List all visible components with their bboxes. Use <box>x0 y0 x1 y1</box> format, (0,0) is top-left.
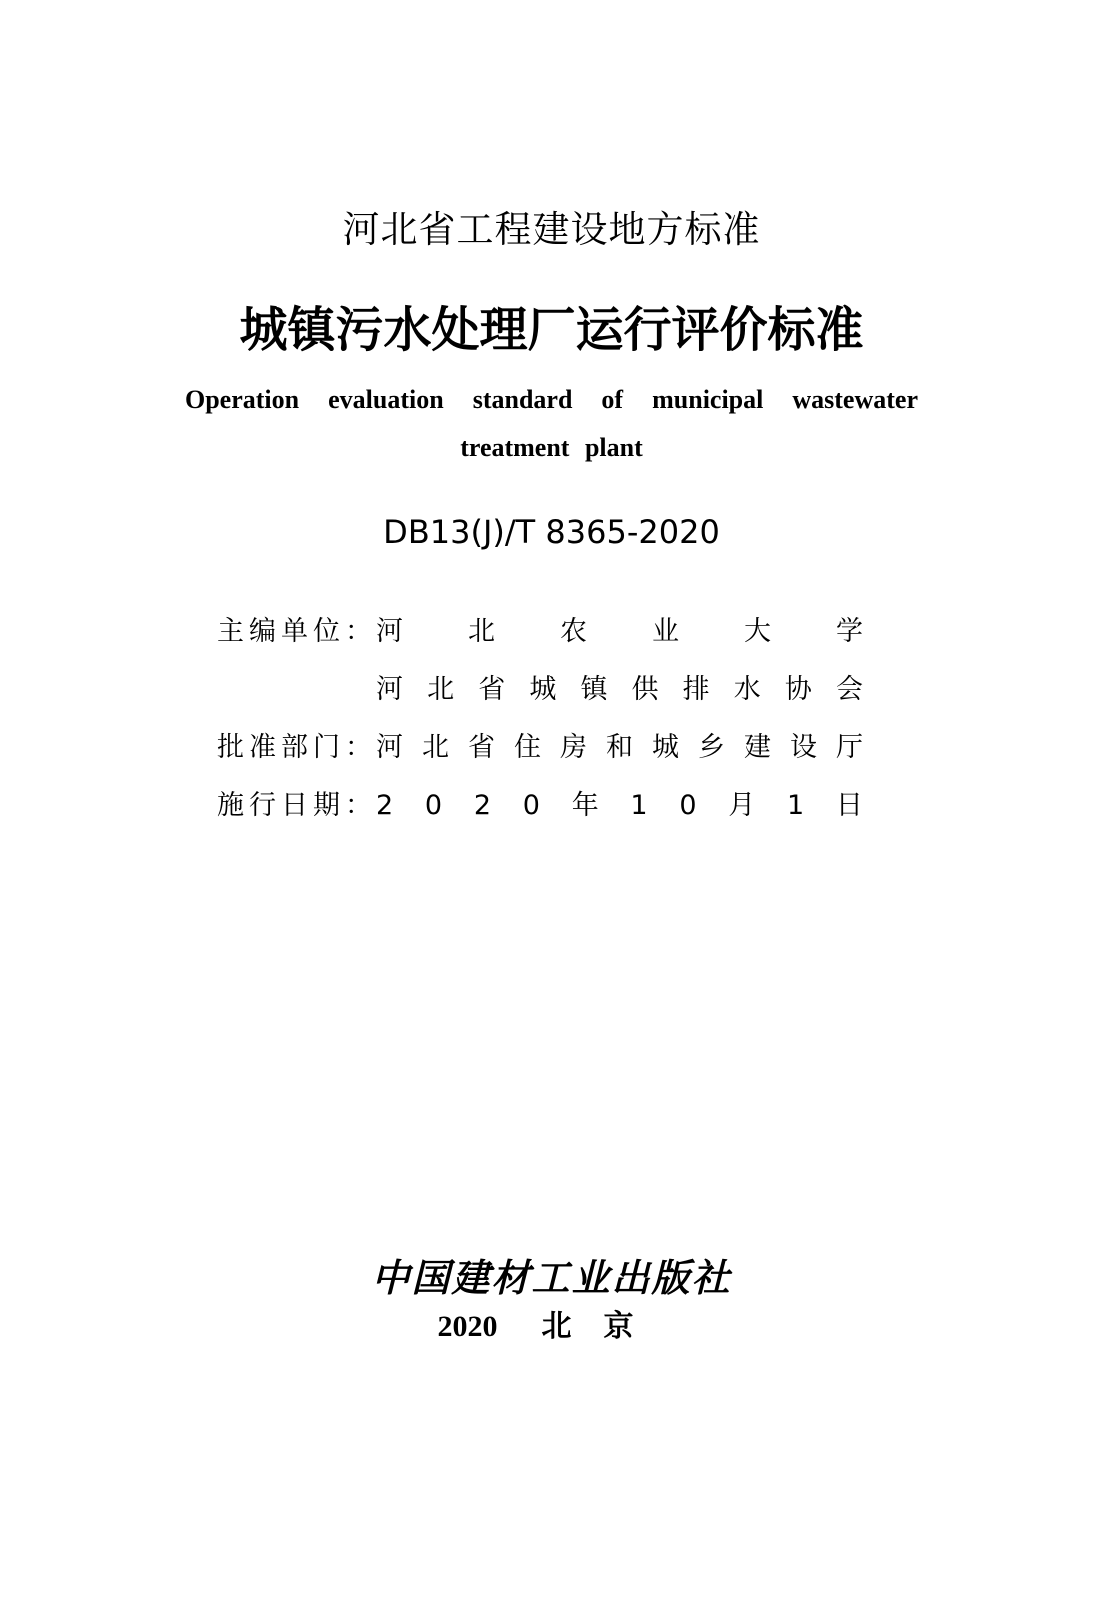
info-character: 协 <box>784 674 812 705</box>
publication-year: 2020 <box>437 1310 498 1343</box>
info-character: 业 <box>652 616 679 647</box>
info-character: 排 <box>682 674 710 705</box>
info-character: 城 <box>652 732 679 763</box>
info-character: 供 <box>631 674 659 705</box>
editor-organization-1 <box>376 612 863 652</box>
info-character: 北 <box>422 732 449 763</box>
info-character: 0 <box>522 790 540 821</box>
info-character: 大 <box>744 616 771 647</box>
editor-label: 主编单位： <box>217 616 377 647</box>
info-character: 日 <box>835 790 863 821</box>
info-character: 会 <box>835 674 863 705</box>
series-title: 河北省工程建设地方标准 <box>342 208 761 251</box>
info-character: 北 <box>427 674 455 705</box>
info-character: 设 <box>790 732 817 763</box>
info-character: 省 <box>478 674 506 705</box>
info-character: 河 <box>376 732 403 763</box>
info-character: 和 <box>606 732 633 763</box>
info-character: 河 <box>376 674 403 705</box>
info-character: 城 <box>529 674 557 705</box>
english-title-line-2: treatment plant <box>460 433 643 462</box>
info-character: 厅 <box>836 732 863 763</box>
info-character: 省 <box>468 732 495 763</box>
info-character: 0 <box>679 790 697 821</box>
approver-organization <box>376 728 863 768</box>
info-character: 2 <box>376 790 394 821</box>
standard-code: DB13(J)/T 8365-2020 <box>383 513 720 551</box>
info-character: 河 <box>376 616 403 647</box>
publisher-name: 中国建材工业出版社 <box>371 1255 732 1300</box>
info-character: 月 <box>728 790 756 821</box>
info-character: 住 <box>514 732 541 763</box>
info-character: 乡 <box>698 732 725 763</box>
info-character: 农 <box>560 616 587 647</box>
english-title-line-1: Operation evaluation standard of municipal wastewater <box>185 385 918 414</box>
info-character: 建 <box>744 732 771 763</box>
main-title: 城镇污水处理厂运行评价标准 <box>239 302 864 358</box>
info-character: 房 <box>560 732 587 763</box>
info-character: 学 <box>836 616 863 647</box>
publication-line <box>0 1305 1103 1349</box>
info-character: 镇 <box>580 674 608 705</box>
info-character: 1 <box>787 790 805 821</box>
info-character: 2 <box>473 790 492 821</box>
effective-date-label: 施行日期： <box>217 790 377 821</box>
info-character: 1 <box>630 790 648 821</box>
publication-city: 北京 <box>541 1309 666 1344</box>
info-character: 0 <box>424 790 443 821</box>
info-character: 北 <box>468 616 495 647</box>
effective-date <box>376 786 863 826</box>
editor-organization-2 <box>376 670 863 710</box>
info-character: 年 <box>571 790 599 821</box>
info-character: 水 <box>733 674 761 705</box>
approver-label: 批准部门： <box>217 732 377 763</box>
